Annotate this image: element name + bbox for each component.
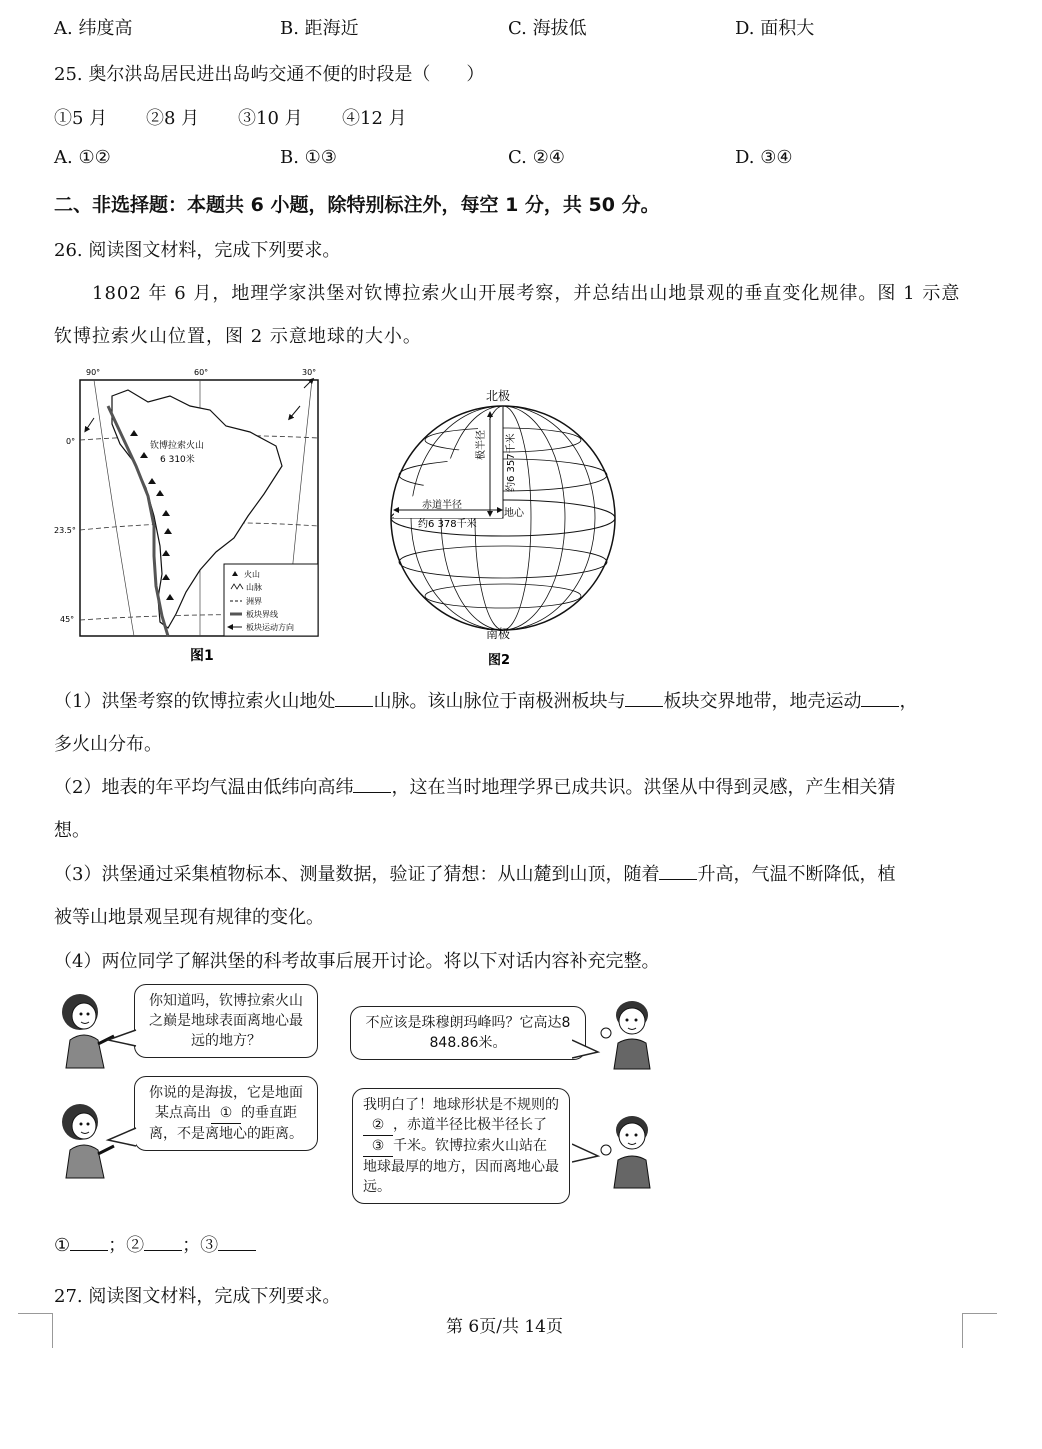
page-number: 第 6页/共 14页 (446, 1317, 563, 1337)
speech-bubble-boy-2: 我明白了！地球形状是不规则的② ，赤道半径比极半径长了③ 千米。钦博拉索火山站在地球最厚的地方，因而离地心最远。 (352, 1088, 570, 1204)
bubble-blank-3: ③ (363, 1136, 393, 1157)
figure1-caption: 图1 (190, 648, 214, 664)
q26-paragraph-line1: 1802 年 6 月，地理学家洪堡对钦博拉索火山开展考察，并总结出山地景观的垂直变化规律。图 1 示意 (92, 283, 961, 304)
legend-mountain: 山脉 (246, 583, 262, 592)
q25-item-2: ②8 月 (146, 108, 200, 129)
figure1-map (50, 366, 340, 666)
q26-paragraph-line2: 钦博拉索火山位置，图 2 示意地球的大小。 (54, 326, 422, 347)
speech-bubble-boy-1: 不应该是珠穆朗玛峰吗？它高达8 848.86米。 (350, 1006, 586, 1060)
legend-continent-boundary: 洲界 (246, 597, 262, 606)
q25-option-b: B. ①③ (280, 147, 337, 168)
answer-blank[interactable] (625, 688, 663, 707)
q25-item-4: ④12 月 (342, 108, 407, 129)
page-corner-left (18, 1313, 53, 1348)
bubble-tails-right (572, 1030, 602, 1170)
lon-label-30: 30° (302, 368, 317, 377)
figure2-globe (378, 380, 628, 670)
south-pole-label: 南极 (486, 627, 511, 641)
q26-sub3-line2: 被等山地景观呈现有规律的变化。 (54, 907, 324, 928)
bubble-blank-1: ① (211, 1103, 241, 1124)
q25-option-c: C. ②④ (508, 147, 565, 168)
polar-radius-label: 极半径 (476, 430, 487, 460)
speech-bubble-girl-1: 你知道吗，钦博拉索火山之巅是地球表面离地心最远的地方？ (134, 984, 318, 1058)
q25-option-d: D. ③④ (735, 147, 793, 168)
equator-radius-label: 赤道半径 (422, 500, 462, 511)
answer-blank[interactable] (861, 688, 899, 707)
earth-center-label: 地心 (504, 508, 524, 519)
volcano-name: 钦博拉索火山 (150, 441, 205, 451)
q26-stem: 26. 阅读图文材料，完成下列要求。 (54, 240, 341, 261)
answer-blank[interactable] (353, 774, 391, 793)
q24-option-a: A. 纬度高 (54, 18, 133, 39)
answer-blank-2[interactable] (144, 1232, 182, 1251)
boy-figure-1 (596, 995, 658, 1071)
q26-sub4-answers: ① ；② ；③ (54, 1231, 256, 1257)
speech-bubble-girl-2: 你说的是海拔，它是地面某点高出 ① 的垂直距离，不是离地心的距离。 (134, 1076, 318, 1151)
q24-option-d: D. 面积大 (735, 18, 815, 39)
answer-blank-3[interactable] (218, 1232, 256, 1251)
legend-volcano: 火山 (244, 570, 260, 579)
q26-sub2-line1: （2）地表的年平均气温由低纬向高纬 ，这在当时地理学界已成共识。洪堡从中得到灵感，产生相关猜 (54, 773, 895, 799)
page-corner-right (962, 1313, 997, 1348)
legend-plate-direction: 板块运动方向 (246, 623, 294, 632)
q24-option-b: B. 距海近 (280, 18, 359, 39)
lon-label-60: 60° (194, 368, 209, 377)
lat-label-45: 45° (60, 615, 75, 624)
volcano-height: 6 310米 (160, 455, 195, 465)
q27-stem: 27. 阅读图文材料，完成下列要求。 (54, 1286, 341, 1307)
lon-label-90: 90° (86, 368, 101, 377)
lat-label-0: 0° (66, 437, 76, 446)
answer-blank-1[interactable] (70, 1232, 108, 1251)
section-heading: 二、非选择题：本题共 6 小题，除特别标注外，每空 1 分，共 50 分。 (54, 194, 660, 216)
polar-radius-value: 约6 357千米 (506, 433, 517, 492)
lat-label-23: 23.5° (54, 526, 76, 535)
boy-figure-2 (596, 1110, 658, 1190)
q25-item-1: ①5 月 (54, 108, 108, 129)
q26-sub2-line2: 想。 (54, 820, 90, 841)
answer-blank[interactable] (659, 861, 697, 880)
q25-item-3: ③10 月 (238, 108, 303, 129)
answer-blank[interactable] (335, 688, 373, 707)
q26-sub4: （4）两位同学了解洪堡的科考故事后展开讨论。将以下对话内容补充完整。 (54, 951, 660, 972)
q25-stem: 25. 奥尔洪岛居民进出岛屿交通不便的时段是（ ） (54, 64, 485, 85)
north-pole-label: 北极 (486, 389, 511, 403)
bubble-tails-left (104, 1000, 144, 1200)
q25-option-a: A. ①② (54, 147, 111, 168)
q26-sub1-line1: （1）洪堡考察的钦博拉索火山地处 山脉。该山脉位于南极洲板块与 板块交界地带，地壳运动 ， (54, 687, 917, 713)
bubble-blank-2: ② (363, 1115, 393, 1136)
equator-radius-value: 约6 378千米 (418, 519, 477, 530)
q26-sub3-line1: （3）洪堡通过采集植物标本、测量数据，验证了猜想：从山麓到山顶，随着 升高，气温不断降低，植 (54, 860, 895, 886)
legend-plate-boundary: 板块界线 (246, 610, 278, 619)
figure2-caption: 图2 (488, 653, 511, 668)
q24-option-c: C. 海拔低 (508, 18, 587, 39)
q26-sub1-line2: 多火山分布。 (54, 734, 162, 755)
